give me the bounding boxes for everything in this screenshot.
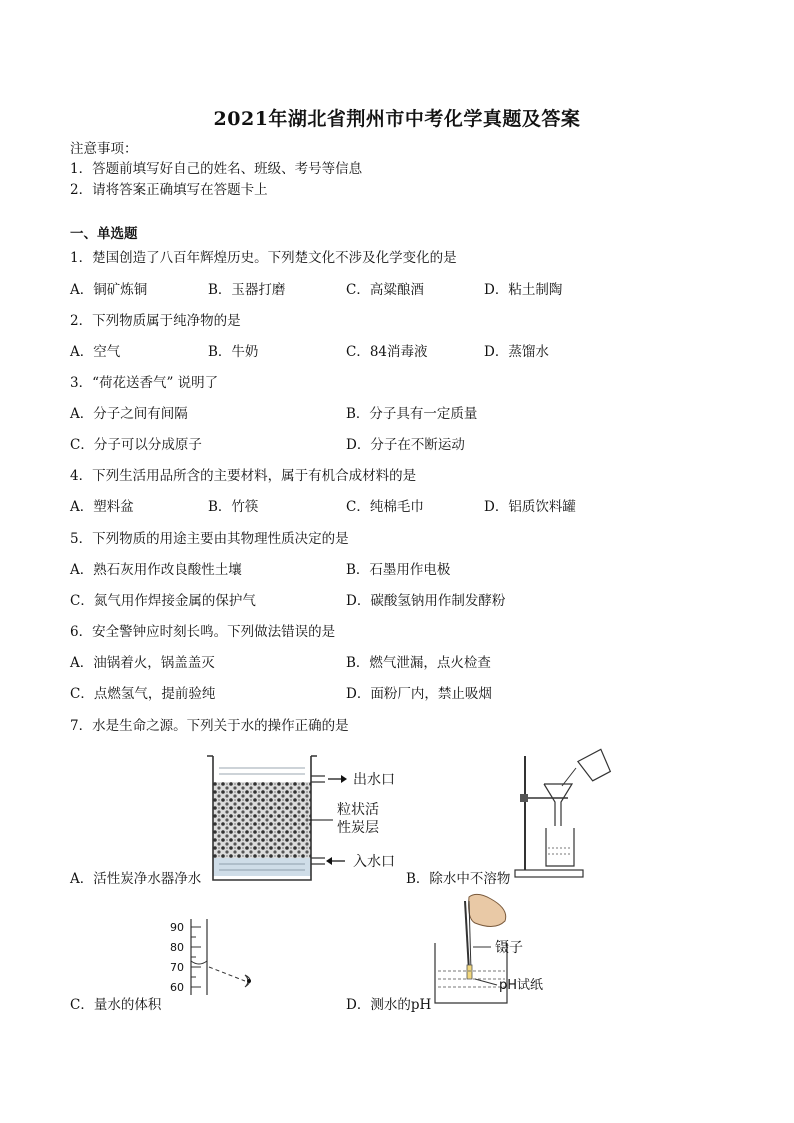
option: C．纯棉毛巾 <box>346 499 424 515</box>
option: A．熟石灰用作改良酸性土壤 <box>70 562 242 578</box>
carbon-label: 粒状活 <box>337 802 379 818</box>
ph-test-diagram <box>425 893 565 1008</box>
option: A．铜矿炼铜 <box>70 282 148 298</box>
option: C．量水的体积 <box>70 997 162 1013</box>
page-title: 2021年湖北省荆州市中考化学真题及答案 <box>213 108 581 130</box>
option: D．分子在不断运动 <box>346 437 465 453</box>
option: A．活性炭净水器净水 <box>70 871 202 887</box>
question-stem: 7．水是生命之源。下列关于水的操作正确的是 <box>70 718 349 734</box>
option: B．竹筷 <box>208 499 259 515</box>
question-stem: 3．“荷花送香气” 说明了 <box>70 375 219 391</box>
option: D．蒸馏水 <box>484 344 549 360</box>
note-item: 1．答题前填写好自己的姓名、班级、考号等信息 <box>70 161 363 177</box>
option: B．分子具有一定质量 <box>346 406 478 422</box>
option: C．84消毒液 <box>346 344 428 360</box>
question-stem: 6．安全警钟应时刻长鸣。下列做法错误的是 <box>70 624 336 640</box>
option: A．塑料盆 <box>70 499 134 515</box>
option: D．碳酸氢钠用作制发酵粉 <box>346 593 506 609</box>
question-stem: 5．下列物质的用途主要由其物理性质决定的是 <box>70 531 349 547</box>
option: B．燃气泄漏，点火检查 <box>346 655 491 671</box>
cylinder-tick-label: 70 <box>170 961 184 974</box>
cylinder-diagram <box>165 917 265 997</box>
option: D．测水的pH <box>346 997 432 1013</box>
option: C．氮气用作焊接金属的保护气 <box>70 593 256 609</box>
option: B．玉器打磨 <box>208 282 286 298</box>
question-stem: 2．下列物质属于纯净物的是 <box>70 313 241 329</box>
outlet-label: 出水口 <box>353 772 395 788</box>
option: D．粘土制陶 <box>484 282 563 298</box>
option: B．石墨用作电极 <box>346 562 451 578</box>
option: A．油锅着火，锅盖盖灭 <box>70 655 215 671</box>
option: C．高粱酿酒 <box>346 282 424 298</box>
note-item: 2．请将答案正确填写在答题卡上 <box>70 182 268 198</box>
question-stem: 4．下列生活用品所含的主要材料，属于有机合成材料的是 <box>70 468 417 484</box>
option: C．点燃氢气，提前验纯 <box>70 686 216 702</box>
option: A．空气 <box>70 344 121 360</box>
option: A．分子之间有间隔 <box>70 406 188 422</box>
carbon-label: 性炭层 <box>337 820 379 836</box>
option: D．铝质饮料罐 <box>484 499 576 515</box>
ph-paper-label: pH试纸 <box>499 978 544 993</box>
option: B．除水中不溶物 <box>406 871 511 887</box>
inlet-label: 入水口 <box>353 854 395 870</box>
cylinder-tick-label: 80 <box>170 941 184 954</box>
filtration-diagram <box>510 752 625 882</box>
cylinder-tick-label: 90 <box>170 921 184 934</box>
option: C．分子可以分成原子 <box>70 437 202 453</box>
section-heading: 一、单选题 <box>70 226 138 242</box>
purifier-diagram <box>205 750 415 890</box>
question-stem: 1．楚国创造了八百年辉煌历史。下列楚文化不涉及化学变化的是 <box>70 250 457 266</box>
option: D．面粉厂内，禁止吸烟 <box>346 686 492 702</box>
option: B．牛奶 <box>208 344 259 360</box>
cylinder-tick-label: 60 <box>170 981 184 994</box>
notes-heading: 注意事项： <box>70 141 138 157</box>
tweezers-label: 镊子 <box>495 940 523 956</box>
hand-icon <box>469 894 506 926</box>
